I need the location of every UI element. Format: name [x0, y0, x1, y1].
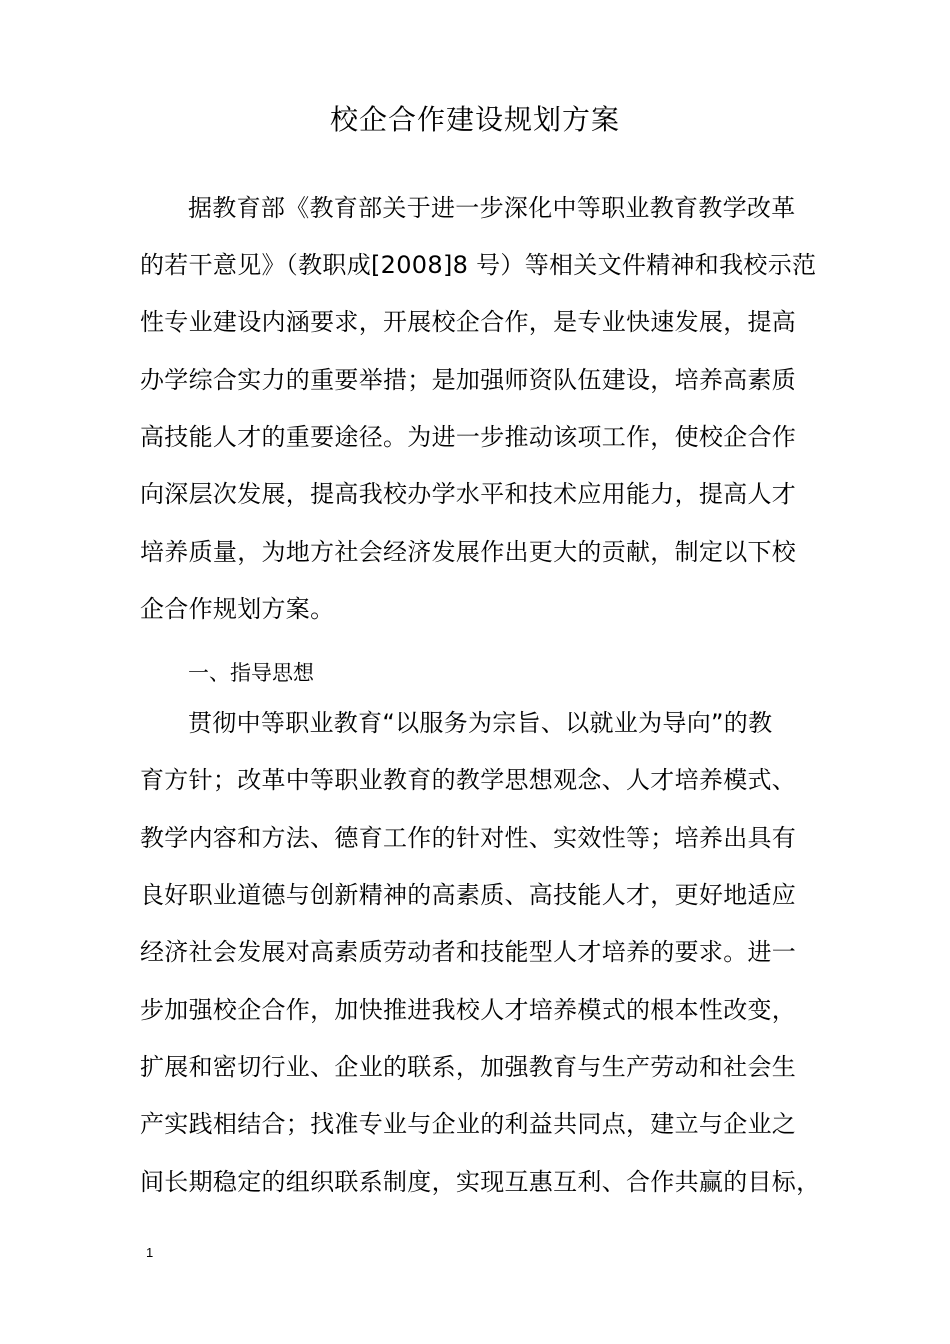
paragraph-2-line-2: 育方针；改革中等职业教育的教学思想观念、人才培养模式、: [140, 766, 797, 794]
paragraph-1-line-2: 的若干意见》（教职成[2008]8 号）等相关文件精神和我校示范: [140, 251, 817, 279]
paragraph-2-line-9: 间长期稳定的组织联系制度，实现互惠互利、合作共赢的目标，: [140, 1168, 821, 1196]
document-title: 校企合作建设规划方案: [329, 103, 620, 136]
paragraph-2-line-6: 步加强校企合作，加快推进我校人才培养模式的根本性改变，: [140, 996, 797, 1024]
section-1-heading: 一、指导思想: [188, 661, 314, 685]
paragraph-1-line-5: 高技能人才的重要途径。为进一步推动该项工作，使校企合作: [140, 423, 797, 451]
paragraph-2-line-3: 教学内容和方法、德育工作的针对性、实效性等；培养出具有: [140, 824, 797, 852]
paragraph-2-line-7: 扩展和密切行业、企业的联系，加强教育与生产劳动和社会生: [140, 1053, 797, 1081]
page-number: 1: [146, 1245, 154, 1260]
paragraph-1-line-7: 培养质量，为地方社会经济发展作出更大的贡献，制定以下校: [140, 538, 797, 566]
paragraph-2-line-1: 贯彻中等职业教育“以服务为宗旨、以就业为导向”的教: [188, 709, 773, 737]
paragraph-1-line-8: 企合作规划方案。: [140, 595, 335, 623]
paragraph-2-line-4: 良好职业道德与创新精神的高素质、高技能人才，更好地适应: [140, 881, 797, 909]
paragraph-2-line-8: 产实践相结合；找准专业与企业的利益共同点，建立与企业之: [140, 1110, 797, 1138]
paragraph-1-line-4: 办学综合实力的重要举措；是加强师资队伍建设，培养高素质: [140, 366, 797, 394]
paragraph-1-line-3: 性专业建设内涵要求，开展校企合作，是专业快速发展，提高: [140, 308, 797, 336]
paragraph-2-line-5: 经济社会发展对高素质劳动者和技能型人才培养的要求。进一: [140, 938, 797, 966]
paragraph-1-line-6: 向深层次发展，提高我校办学水平和技术应用能力，提高人才: [140, 480, 797, 508]
paragraph-1-line-1: 据教育部《教育部关于进一步深化中等职业教育教学改革: [188, 194, 796, 222]
